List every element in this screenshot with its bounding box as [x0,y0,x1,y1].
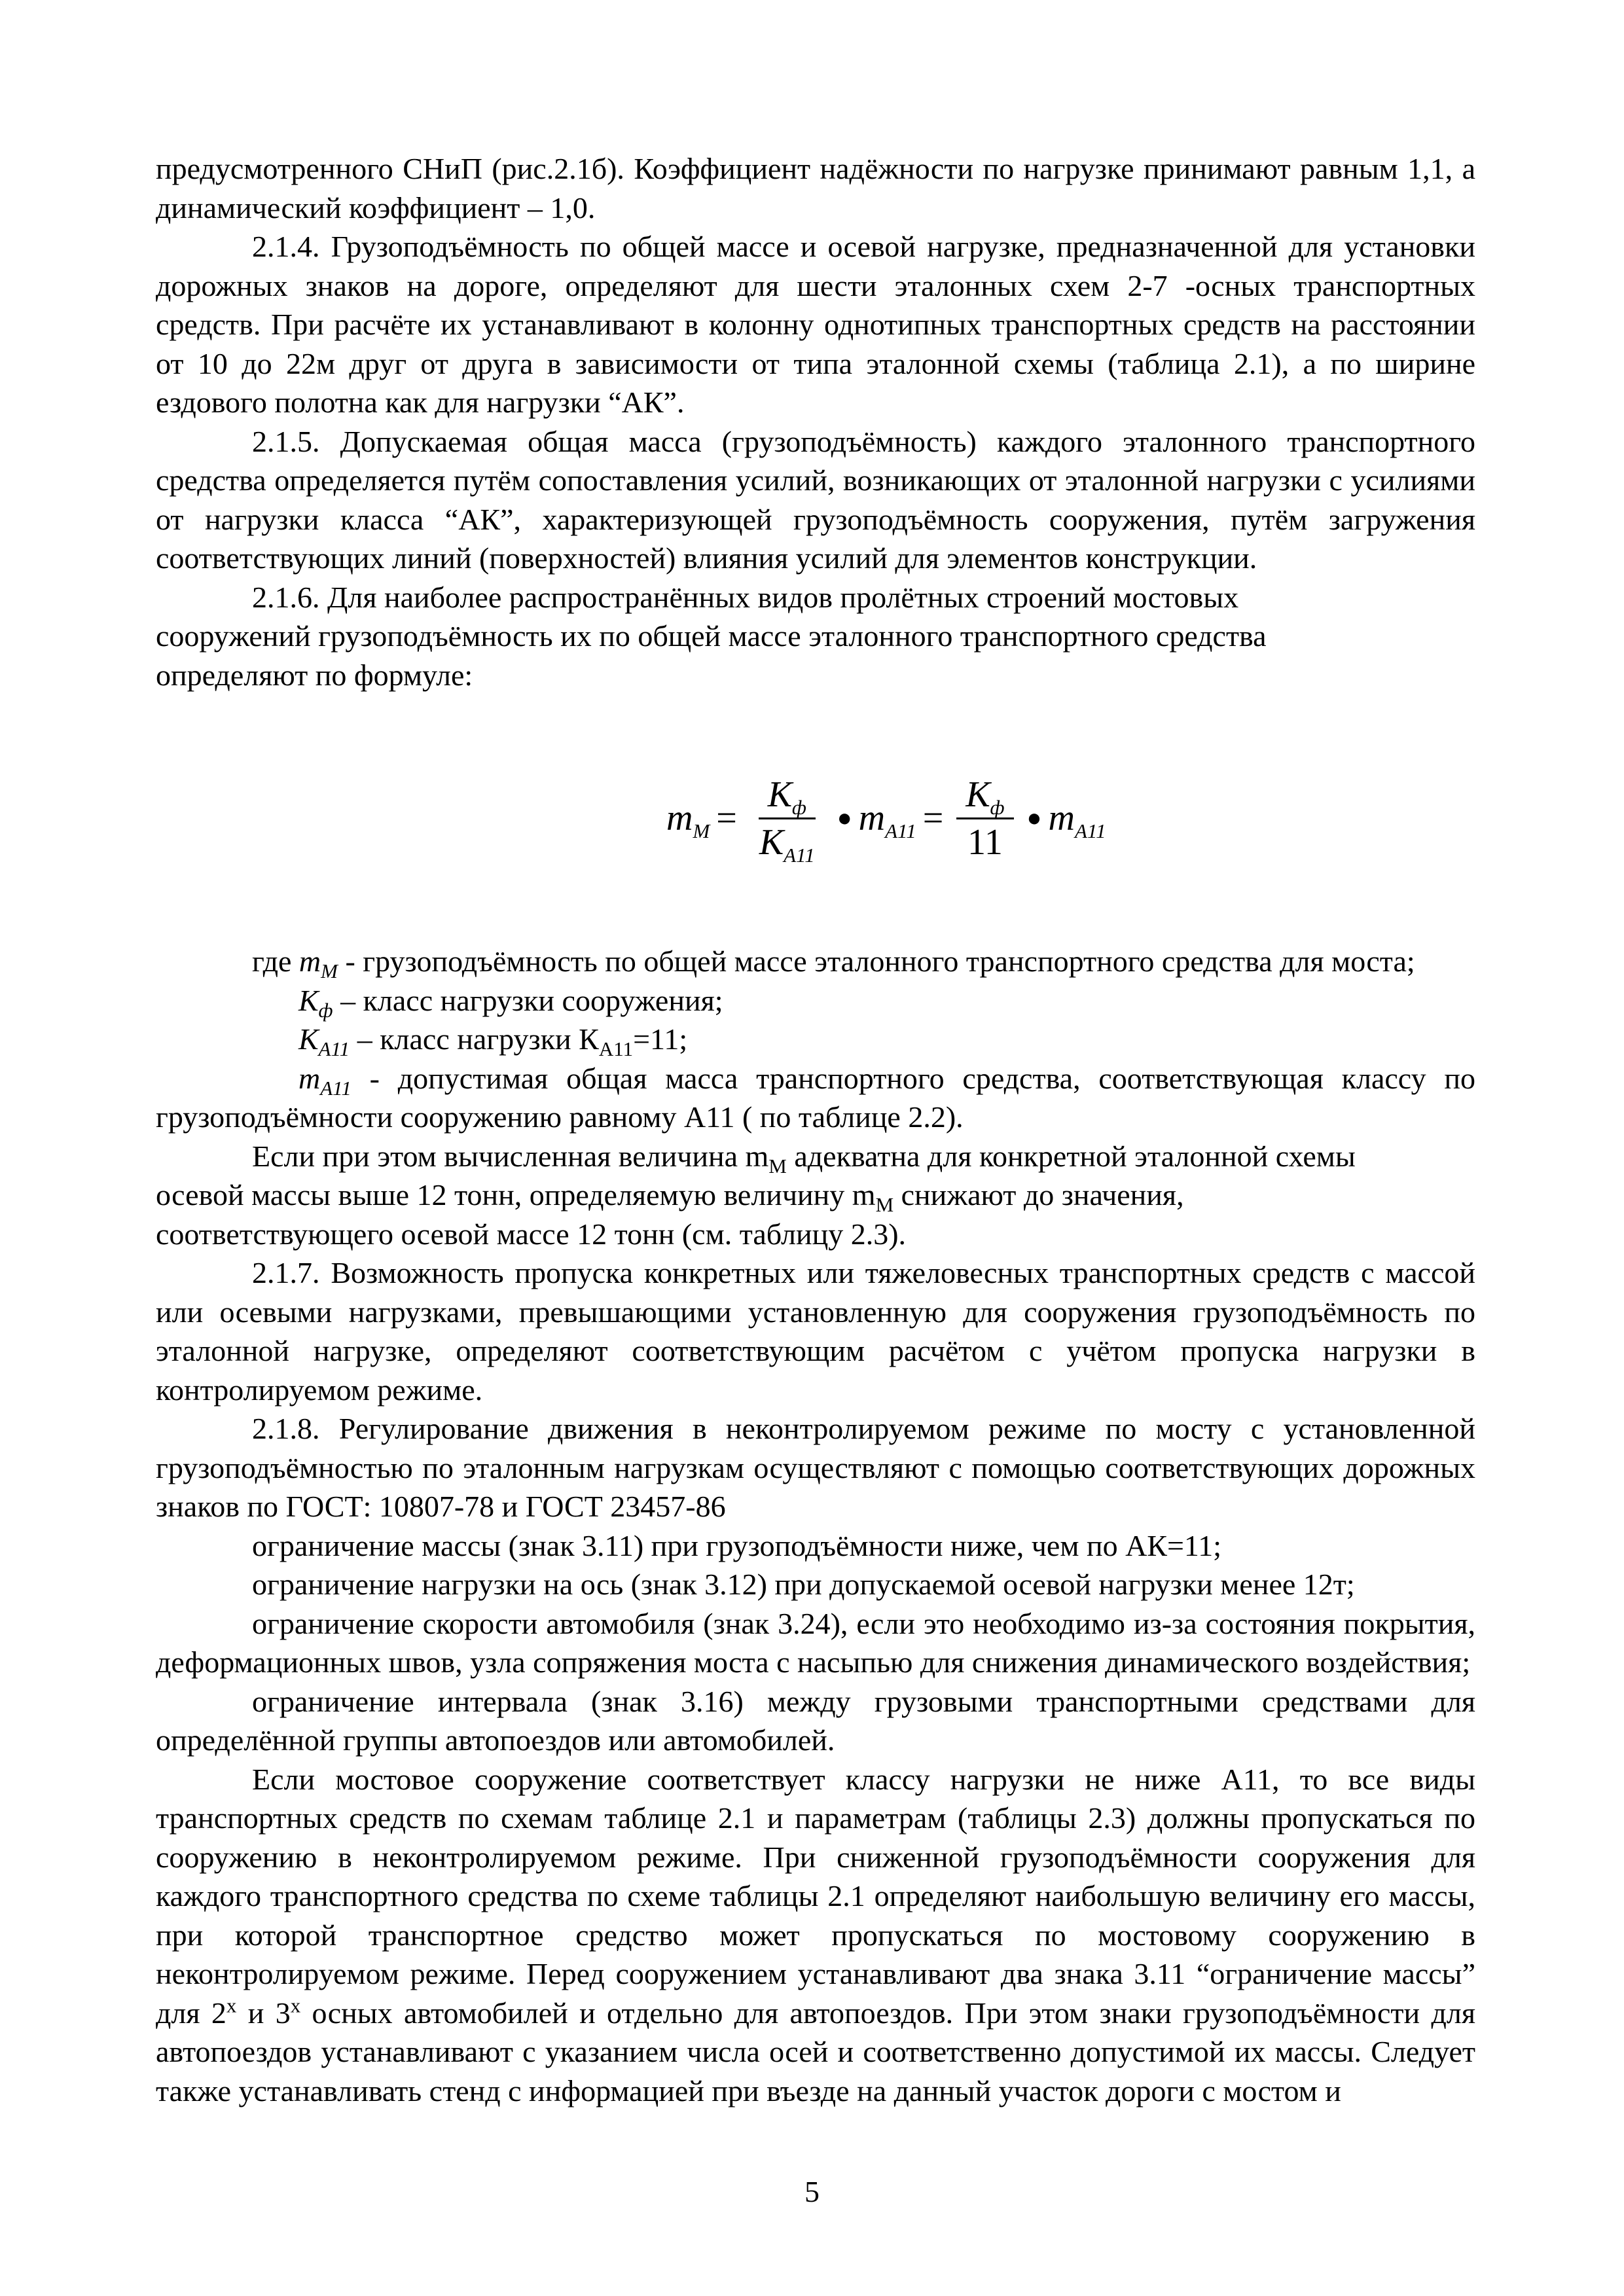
list-item-interval-limit: ограничение интервала (знак 3.16) между грузовыми транспортными средствами для определённой группы автопоездов или автомобилей. [156,1684,1475,1757]
formula-multiply-dot: ● [1026,804,1042,832]
formula-mass-term: $m_{А11}$ [1048,797,1106,842]
formula-fraction-2 [956,773,1013,864]
paragraph-2-1-5: 2.1.5. Допускаемая общая масса (грузоподъёмность) каждого эталонного транспортного средства определяется путём сопоставления усилий, возникающих от эталонной нагрузки с усилиями от нагрузки класса “АК”, характеризующей грузоподъёмность сооружения, путём загружения соответствующих линий (поверхностей) влияния усилий для элементов конструкции. [156,424,1475,575]
paragraph-2-1-6-line2: сооружений грузоподъёмность их по общей массе эталонного транспортного средства [156,619,1267,653]
formula-numerator: $К_ф$ [759,773,816,819]
formula-numerator: $К_ф$ [956,773,1013,819]
paragraph-2-1-7: 2.1.7. Возможность пропуска конкретных или тяжеловесных транспортных средств с массой или осевыми нагрузками, превышающими установленную для сооружения грузоподъёмность по эталонной нагрузке, определяют соответствующим расчётом с учётом пропуска нагрузки в контролируемом режиме. [156,1256,1475,1407]
formula-expression [666,773,1106,867]
formula-mass-term: $m_{А11}$ [858,797,916,842]
paragraph-mass-reduction-1: Если при этом вычисленная величина $m_M$ адекватна для конкретной эталонной схемы [252,1139,1356,1177]
definition-ma11: $m_{A11}$ - допустимая общая масса транспортного средства, соответствующая классу по грузоподъёмности сооружению равному А11 ( по таблице 2.2). [156,1061,1475,1134]
formula [156,700,1475,942]
formula-fraction-1 [750,773,824,867]
paragraph-2-1-6-line3: определяют по формуле: [156,658,473,692]
definition-m: где $m_M$ - грузоподъёмность по общей массе эталонного транспортного средства для моста; [252,944,1415,983]
list-item-axle-limit: ограничение нагрузки на ось (знак 3.12) при допускаемой осевой нагрузки менее 12т; [252,1568,1355,1601]
page-number: 5 [804,2175,820,2208]
formula-denominator: 11 [967,822,1003,863]
formula-lhs: $m_M$ [666,797,710,842]
definition-k: $К_ф$ – класс нагрузки сооружения; [298,983,723,1022]
formula-multiply-dot: ● [837,804,852,832]
paragraph-2-1-6-line1: 2.1.6. Для наиболее распространённых видов пролётных строений мостовых [252,580,1239,614]
paragraph: предусмотренного СНиП (рис.2.1б). Коэффициент надёжности по нагрузке принимают равным 1,1, а динамический коэффициент – 1,0. [156,152,1475,224]
definition-ka11: $К_{А11}$ – класс нагрузки $К_{А11}=11$; [298,1022,688,1061]
formula-denominator: $К_{А11}$ [759,822,815,867]
paragraph-mass-reduction-3: соответствующего осевой массе 12 тонн (см. таблицу 2.3). [156,1217,907,1251]
paragraph-2-1-8: 2.1.8. Регулирование движения в неконтролируемом режиме по мосту с установленной грузоподъёмностью по эталонным нагрузкам осуществляют с помощью соответствующих дорожных знаков по ГОСТ: 10807-78 и ГОСТ 23457-86 [156,1412,1475,1523]
paragraph-final: Если мостовое сооружение соответствует классу нагрузки не ниже А11, то все виды транспортных средств по схемам таблице 2.1 и параметрам (таблицы 2.3) должны пропускаться по сооружению в неконтролируемом режиме. При сниженной грузоподъёмности сооружения для каждого транспортного средства по схеме таблицы 2.1 определяют наибольшую величину его массы, при которой транспортное средство может пропускаться по мостовому сооружению в неконтролируемом режиме. Перед сооружением устанавливают два знака 3.11 “ограничение массы” для $2^х$ и $3^х$ осных автомобилей и отдельно для автопоездов. При этом знаки грузоподъёмности для автопоездов устанавливают с указанием числа осей и соответственно допустимой их массы. Следует также устанавливать стенд с информацией при въезде на данный участок дороги с мостом и [156,1762,1475,2108]
formula-equals: = [922,797,944,838]
paragraph-2-1-4: 2.1.4. Грузоподъёмность по общей массе и осевой нагрузке, предназначенной для установки дорожных знаков на дороге, определяют для шести эталонных схем 2-7 -осных транспортных средств. При расчёте их устанавливают в колонну однотипных транспортных средств на расстоянии от 10 до 22м друг от друга в зависимости от типа эталонной схемы (таблица 2.1), а по ширине ездового полотна как для нагрузки “АК”. [156,230,1475,419]
list-item-speed-limit: ограничение скорости автомобиля (знак 3.24), если это необходимо из-за состояния покрытия, деформационных швов, узла сопряжения моста с насыпью для снижения динамического воздействия; [156,1606,1475,1679]
list-item-mass-limit: ограничение массы (знак 3.11) при грузоподъёмности ниже, чем по АК=11; [252,1528,1221,1562]
paragraph-mass-reduction-2: осевой массы выше 12 тонн, определяемую величину $m_M$ снижают до значения, [156,1178,1184,1217]
formula-equals: = [716,797,737,838]
page-body [156,149,1475,2110]
